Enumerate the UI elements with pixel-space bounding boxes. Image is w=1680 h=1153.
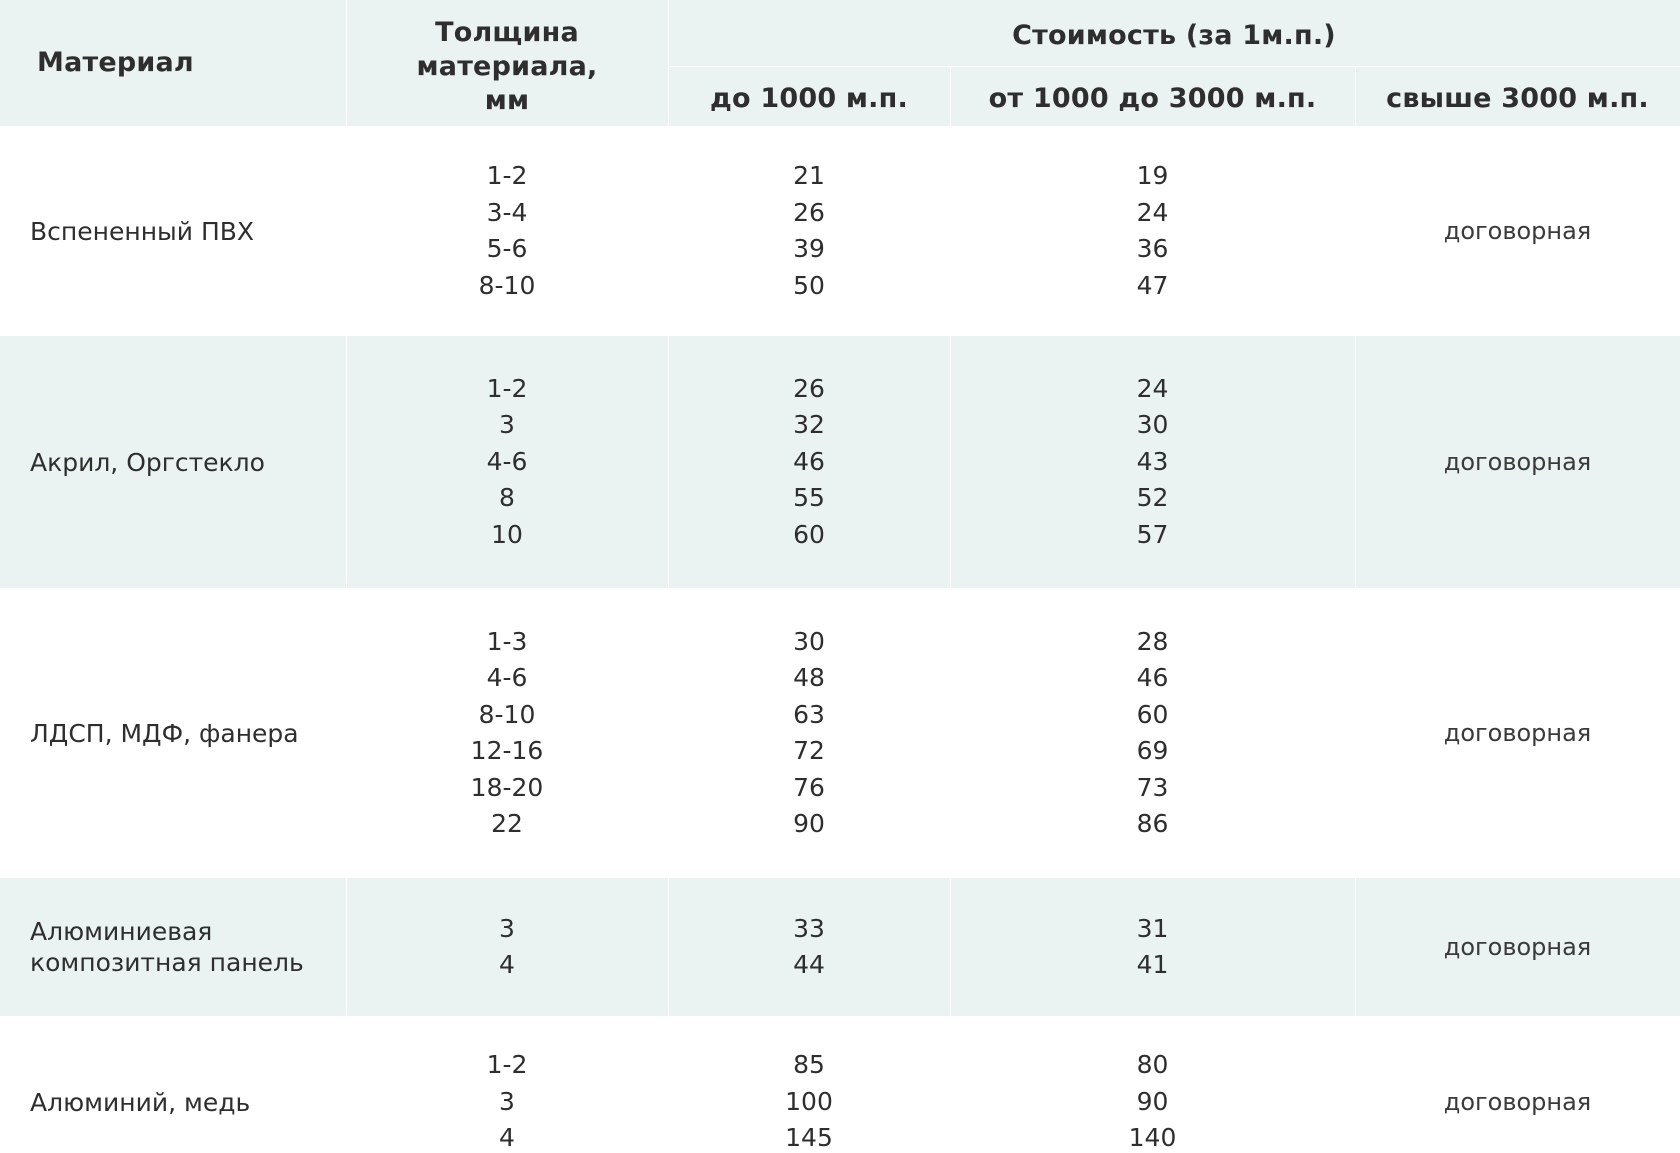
price-value: 46 [793,446,825,476]
row-3-tier-2 [950,588,1355,878]
header-cost [668,0,1680,66]
price-value: 33 [793,913,825,943]
thickness-value: 3 [499,913,515,943]
row-3-tier-1 [668,588,950,878]
price-value: 90 [1136,1086,1169,1116]
price-value: 28 [1136,626,1169,656]
thickness-value: 4-6 [486,446,528,476]
price-value: 31 [1136,913,1169,943]
price-value: 24 [1136,373,1169,403]
row-2-tier-2 [950,336,1355,588]
row-5-tier-1 [668,1016,950,1153]
negotiable-label: договорная [1443,933,1592,961]
price-value: 52 [1136,483,1169,513]
thickness-value: 1-2 [486,161,528,190]
header-tier-2-label: от 1000 до 3000 м.п. [988,83,1317,114]
header-cost-label: Стоимость (за 1м.п.) [1012,20,1336,51]
price-value: 48 [793,663,825,692]
price-value: 30 [793,626,825,656]
header-tier-1-label: до 1000 м.п. [710,83,908,114]
price-value: 41 [1136,950,1169,979]
price-value: 32 [793,410,825,440]
price-value: 60 [793,519,825,549]
row-1-thickness [346,126,668,336]
row-3-tier-3 [1355,588,1680,878]
price-value: 19 [1136,161,1169,190]
row-1-tier-2 [950,126,1355,336]
price-value: 85 [793,1050,825,1080]
header-tier-3 [1355,66,1680,126]
price-value: 47 [1136,270,1169,300]
price-value: 60 [1136,699,1169,729]
row-5-material [0,1016,346,1153]
price-value: 44 [793,950,825,979]
thickness-value: 1-2 [486,1050,528,1080]
price-value: 86 [1136,809,1169,838]
thickness-value: 22 [491,809,523,838]
price-value: 140 [1128,1123,1177,1153]
material-label: Алюминиевая композитная панель [30,917,304,977]
thickness-value: 10 [491,519,523,549]
price-value: 72 [793,736,825,765]
price-value: 26 [793,197,825,227]
header-thickness-label: Толщина материала, мм [416,17,598,116]
header-material-label: Материал [37,47,194,78]
negotiable-label: договорная [1443,1088,1592,1116]
row-4-tier-1 [668,878,950,1016]
header-tier-3-label: свыше 3000 м.п. [1386,83,1649,114]
row-4-tier-2 [950,878,1355,1016]
price-value: 57 [1136,519,1169,549]
row-3-thickness [346,588,668,878]
price-value: 73 [1136,772,1169,802]
thickness-value: 8 [499,483,515,513]
thickness-value: 5-6 [486,234,528,263]
row-1-material [0,126,346,336]
row-4-material [0,878,346,1016]
price-value: 76 [793,772,825,802]
header-tier-1 [668,66,950,126]
thickness-value: 1-2 [486,373,528,403]
negotiable-label: договорная [1443,448,1592,476]
price-value: 46 [1136,663,1169,692]
thickness-value: 3 [499,410,515,440]
thickness-value: 4 [499,1123,515,1153]
price-value: 63 [793,699,825,729]
material-label: Алюминий, медь [30,1087,251,1117]
price-value: 24 [1136,197,1169,227]
price-value: 145 [785,1123,833,1153]
row-2-material [0,336,346,588]
price-value: 43 [1136,446,1169,476]
thickness-value: 1-3 [486,626,528,656]
thickness-value: 3 [499,1086,515,1116]
price-value: 30 [1136,410,1169,440]
price-value: 80 [1136,1050,1169,1080]
material-label: Вспененный ПВХ [30,216,255,246]
row-3-material [0,588,346,878]
row-5-tier-3 [1355,1016,1680,1153]
thickness-value: 8-10 [478,699,536,729]
price-value: 21 [793,161,825,190]
thickness-value: 18-20 [470,772,544,802]
thickness-value: 8-10 [478,270,536,300]
thickness-value: 12-16 [470,736,544,765]
header-thickness [346,0,668,126]
price-value: 100 [785,1086,833,1116]
negotiable-label: договорная [1443,719,1592,747]
header-material [37,0,337,126]
price-value: 36 [1136,234,1169,263]
price-value: 69 [1136,736,1169,765]
price-value: 26 [793,373,825,403]
material-label: Акрил, Оргстекло [30,447,265,477]
material-label: ЛДСП, МДФ, фанера [30,718,299,748]
price-value: 55 [793,483,825,513]
thickness-value: 4 [499,950,515,979]
row-4-tier-3 [1355,878,1680,1016]
price-value: 39 [793,234,825,263]
thickness-value: 4-6 [486,663,528,692]
row-5-tier-2 [950,1016,1355,1153]
row-2-tier-1 [668,336,950,588]
header-tier-2 [950,66,1355,126]
negotiable-label: договорная [1443,217,1592,245]
price-value: 90 [793,809,825,838]
price-value: 50 [793,270,825,300]
row-1-tier-3 [1355,126,1680,336]
row-2-thickness [346,336,668,588]
row-5-thickness [346,1016,668,1153]
thickness-value: 3-4 [486,197,528,227]
row-4-thickness [346,878,668,1016]
row-2-tier-3 [1355,336,1680,588]
row-1-tier-1 [668,126,950,336]
